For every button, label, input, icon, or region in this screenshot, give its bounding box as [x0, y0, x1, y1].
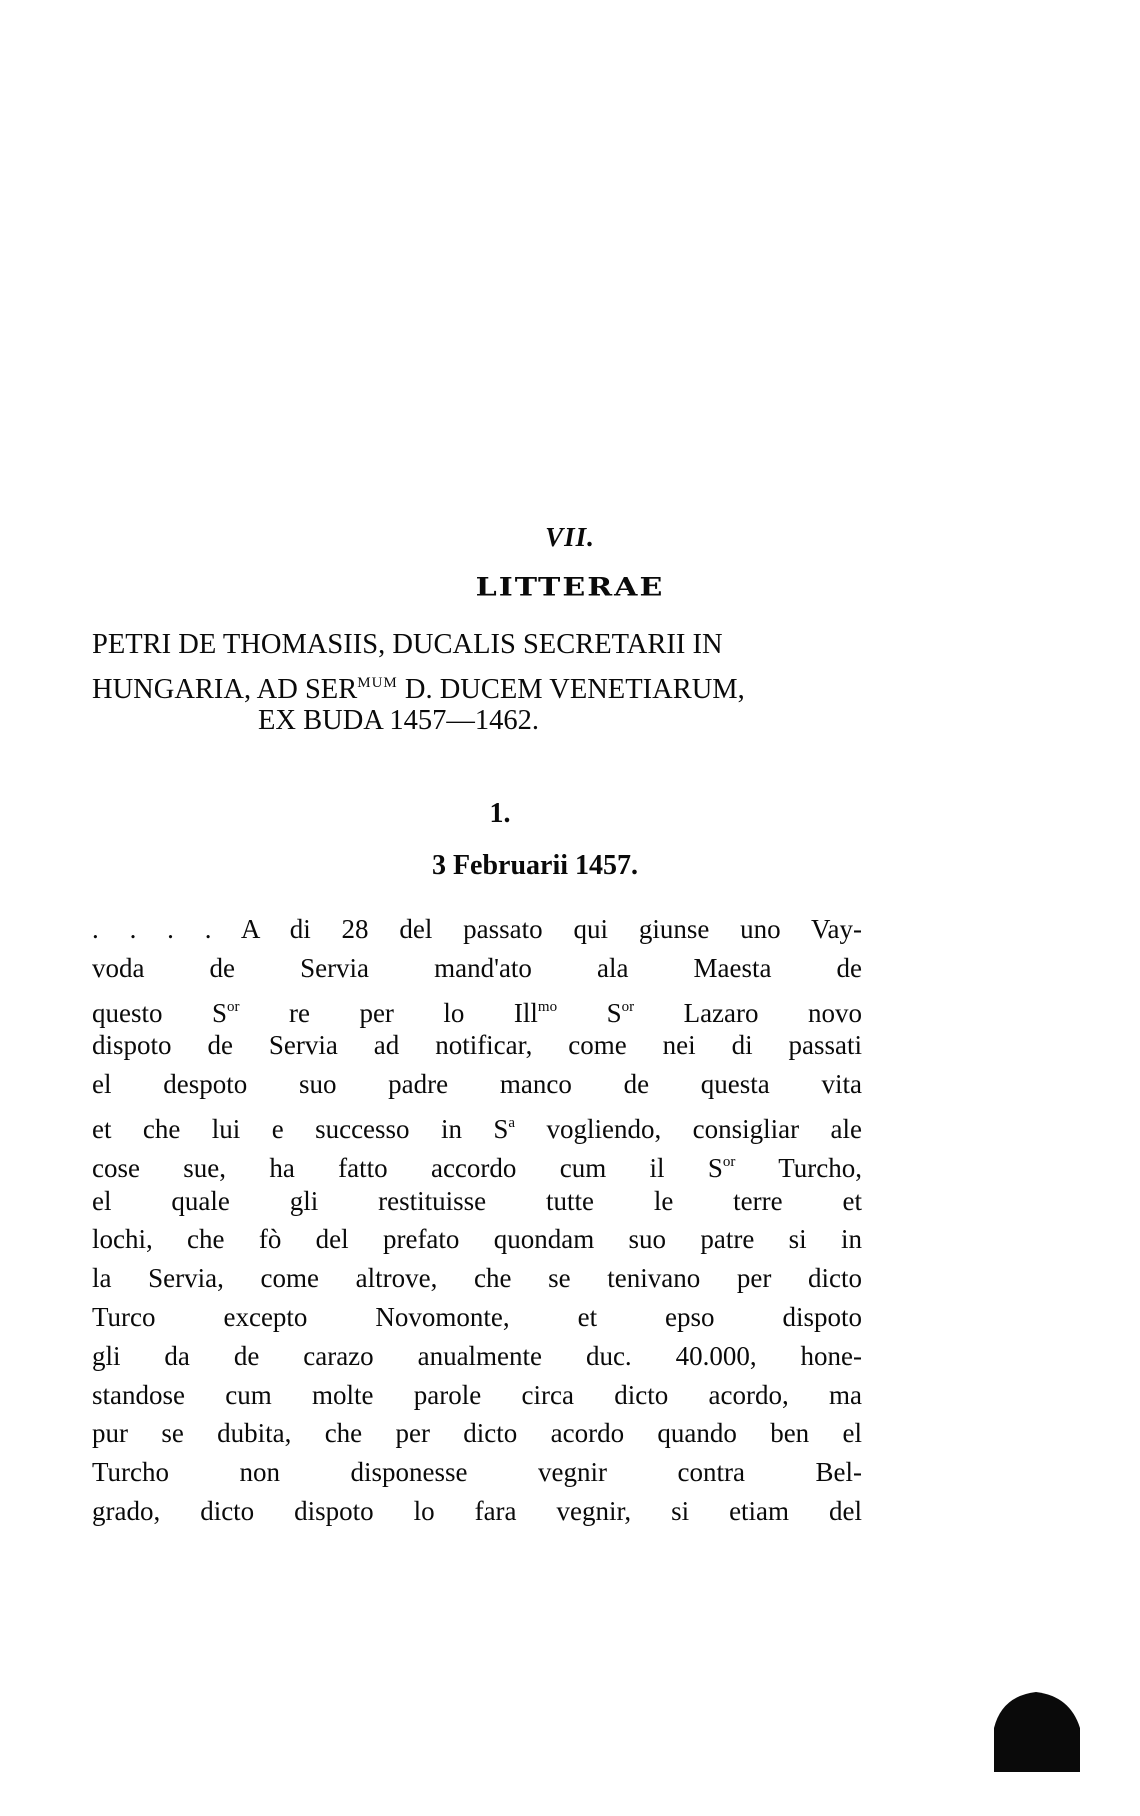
body-line-pre: Turco excepto Novomonte, et epso dispoto	[92, 1301, 862, 1332]
body-line-pre: questo S	[92, 997, 227, 1028]
body-line	[92, 1337, 862, 1376]
body-line-pre: voda de Servia mand'ato ala Maesta de	[92, 952, 862, 983]
body-line	[92, 1220, 862, 1259]
body-line-pre: el quale gli restituisse tutte le terre et	[92, 1185, 862, 1216]
body-line-sup: or	[722, 1153, 736, 1170]
body-line	[92, 949, 862, 988]
body-line-sup: or	[227, 998, 240, 1015]
body-line-pre: et che lui e successo in S	[92, 1113, 509, 1144]
body-line-post2: S	[557, 997, 622, 1028]
ink-blot-mark	[988, 1688, 1084, 1772]
body-line-post: vogliendo, consigliar ale	[515, 1113, 862, 1144]
body-line-pre: el despoto suo padre manco de questa vita	[92, 1069, 862, 1100]
body-line	[92, 1182, 862, 1221]
body-line-pre: cose sue, ha fatto accordo cum il S	[92, 1152, 723, 1183]
body-line-pre: standose cum molte parole circa dicto acordo, ma	[92, 1379, 862, 1410]
heading-line-2-b: D. DUCEM VENETIARUM,	[397, 674, 745, 705]
body-line	[92, 1104, 862, 1143]
body-line-pre: dispoto de Servia ad notificar, come nei di passati	[92, 1030, 862, 1061]
body-line-pre: grado, dicto dispoto lo fara vegnir, si etiam del	[92, 1495, 862, 1526]
body-line-sup: a	[508, 1114, 516, 1131]
heading-line-1	[92, 626, 862, 664]
body-line-pre: . . . . A di 28 del passato qui giunse uno Vay-	[92, 914, 862, 944]
body-line-sup3: or	[621, 998, 635, 1015]
chapter-title: LITTERAE	[475, 572, 665, 603]
body-line	[92, 1026, 862, 1065]
body-line	[92, 988, 862, 1027]
body-line	[92, 1259, 862, 1298]
letter-body	[92, 910, 862, 1531]
body-line-sup2: mo	[537, 998, 558, 1015]
body-line-pre: la Servia, come altrove, che se tenivano per dicto	[92, 1263, 862, 1294]
body-line	[92, 1414, 862, 1453]
section-date: 3 Februarii 1457.	[431, 850, 639, 881]
body-line	[92, 1453, 862, 1492]
heading-line-2-a: HUNGARIA, AD SER	[92, 674, 358, 705]
body-line	[92, 1143, 862, 1182]
heading-line-2-sup: MUM	[357, 675, 398, 691]
body-line-post3: Lazaro novo	[634, 997, 863, 1028]
body-line-post: re per lo Ill	[239, 997, 538, 1028]
heading-line-3: EX BUDA 1457—1462.	[258, 705, 540, 736]
body-line-pre: Turcho non disponesse vegnir contra Bel-	[92, 1457, 862, 1488]
body-line-pre: gli da de carazo anualmente duc. 40.000, hone-	[92, 1340, 862, 1371]
body-line-post: Turcho,	[735, 1152, 862, 1183]
body-line	[92, 1492, 862, 1531]
body-line-pre: pur se dubita, che per dicto acordo quando ben el	[92, 1418, 862, 1449]
heading-line-1-text: PETRI DE THOMASIIS, DUCALIS SECRETARII IN	[92, 629, 723, 660]
body-line-pre: lochi, che fò del prefato quondam suo patre si in	[92, 1224, 862, 1255]
chapter-numeral: VII.	[545, 522, 595, 552]
body-line	[92, 910, 862, 949]
body-line	[92, 1376, 862, 1415]
body-line	[92, 1298, 862, 1337]
section-number: 1.	[489, 798, 511, 829]
body-line	[92, 1065, 862, 1104]
